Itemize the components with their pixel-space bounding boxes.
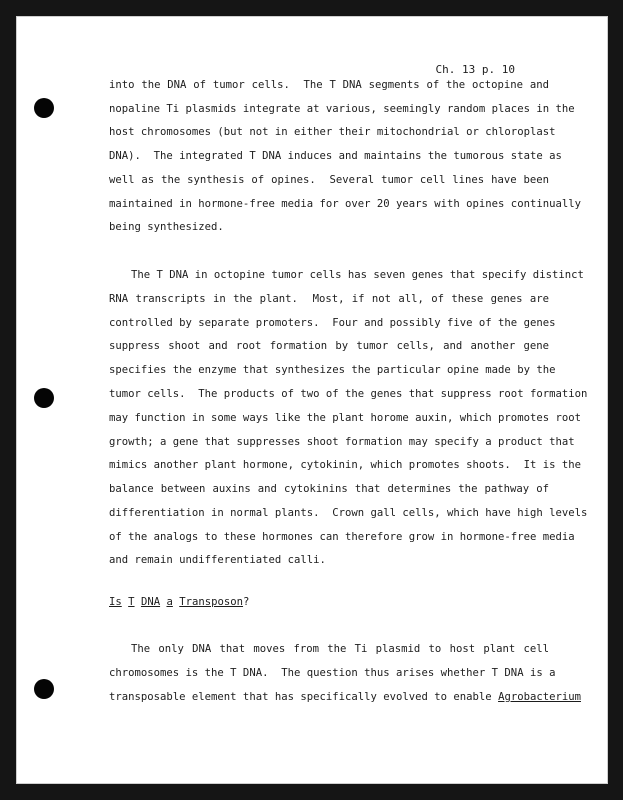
text-line: controlled by separate promoters. Four and possibly five of the genes (109, 317, 556, 329)
genus-name: Agrobacterium (498, 691, 581, 703)
text-line: suppress shoot and root formation by tumor cells, and another gene (109, 340, 549, 352)
text-line: tumor cells. The products of two of the genes that suppress root formation (109, 388, 588, 400)
punch-hole (34, 98, 54, 118)
text-line: maintained in hormone-free media for over 20 years with opines continually (109, 198, 581, 210)
punch-hole (34, 388, 54, 408)
text-line: well as the synthesis of opines. Several tumor cell lines have been (109, 174, 549, 186)
text-line: chromosomes is the T DNA. The question thus arises whether T DNA is a (109, 667, 556, 679)
text-line: of the analogs to these hormones can therefore grow in hormone-free media (109, 531, 575, 543)
text-line: mimics another plant hormone, cytokinin, which promotes shoots. It is the (109, 459, 581, 471)
text-line: and remain undifferentiated calli. (109, 554, 326, 566)
text-line: The T DNA in octopine tumor cells has seven genes that specify distinct (131, 269, 584, 281)
section-heading: Is T DNA a Transposon? (109, 596, 250, 608)
page-number: Ch. 13 p. 10 (435, 63, 515, 76)
text-line: growth; a gene that suppresses shoot formation may specify a product that (109, 436, 575, 448)
document-page (16, 16, 608, 784)
text-line: RNA transcripts in the plant. Most, if not all, of these genes are (109, 293, 549, 305)
text-line: DNA). The integrated T DNA induces and maintains the tumorous state as (109, 150, 562, 162)
text-line: being synthesized. (109, 221, 224, 233)
text-line: into the DNA of tumor cells. The T DNA segments of the octopine and (109, 79, 549, 91)
text-line: transposable element that has specifically evolved to enable Agrobacterium (109, 691, 581, 703)
text-line: balance between auxins and cytokinins that determines the pathway of (109, 483, 549, 495)
text-line: specifies the enzyme that synthesizes the particular opine made by the (109, 364, 556, 376)
text-line: host chromosomes (but not in either their mitochondrial or chloroplast (109, 126, 556, 138)
text-line: differentiation in normal plants. Crown gall cells, which have high levels (109, 507, 588, 519)
text-line: may function in some ways like the plant horome auxin, which promotes root (109, 412, 581, 424)
text-line: nopaline Ti plasmids integrate at various, seemingly random places in the (109, 103, 575, 115)
punch-hole (34, 679, 54, 699)
text-line: The only DNA that moves from the Ti plasmid to host plant cell (131, 643, 549, 655)
